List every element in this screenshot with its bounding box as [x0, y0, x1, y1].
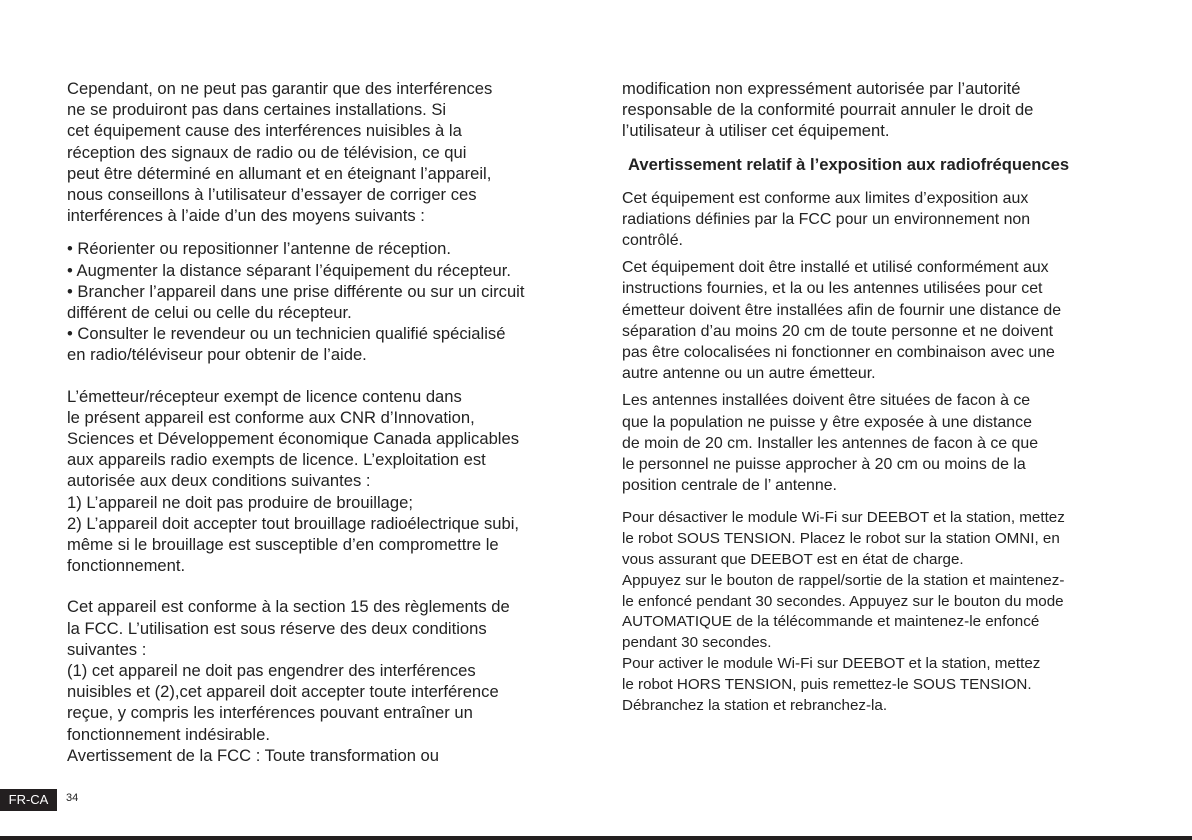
- list-item: • Brancher l’appareil dans une prise différente ou sur un circuit: [67, 281, 525, 301]
- list-item: • Consulter le revendeur ou un technicien qualifié spécialisé: [67, 324, 506, 344]
- list-item: différent de celui ou celle du récepteur.: [67, 303, 352, 323]
- left-paragraph-3: Cet appareil est conforme à la section 15 des règlements de la FCC. L’utilisation est sous réserve des deux conditions suivantes : (1) cet appareil ne doit pas engendrer des interférences nuisibles et (2),cet appareil doit accepter toute interférence reçue, y compris les interférences pouvant entraîner un fonctionnement indésirable. Avertissement de la FCC : Toute transformation ou: [67, 597, 510, 765]
- language-badge: FR-CA: [0, 789, 57, 811]
- left-paragraph-1: Cependant, on ne peut pas garantir que des interférences ne se produiront pas dans certaines installations. Si cet équipement cause des interférences nuisibles à la réception des signaux de radio ou de télévision, ce qui peut être déterminé en allumant et en éteignant l’appareil, nous conseillons à l’utilisateur d’essayer de corriger ces interférences à l’aide d’un des moyens suivants :: [67, 79, 493, 226]
- right-paragraph-3: Cet équipement doit être installé et utilisé conformément aux instructions fournies, et la ou les antennes utilisées pour cet émetteur doivent être installées afin de fournir une distance de séparation d’au moins 20 cm de toute personne et ne doivent pas être colocalisées ni fonctionner en combinaison avec une autre antenne ou un autre émetteur.: [622, 259, 1062, 383]
- right-column: [622, 78, 1132, 716]
- left-paragraph-2: L’émetteur/récepteur exempt de licence contenu dans le présent appareil est conforme aux CNR d’Innovation, Sciences et Développement économique Canada applicables aux appareils radio exempts de licence. L’exploitation est autorisée aux deux conditions suivantes : 1) L’appareil ne doit pas produire de brouillage; 2) L’appareil doit accepter tout brouillage radioélectrique subi, même si le brouillage est susceptible d’en compromettre le fonctionnement.: [67, 386, 520, 576]
- right-paragraph-5: Pour désactiver le module Wi-Fi sur DEEBOT et la station, mettez le robot SOUS TENSION. Placez le robot sur la station OMNI, en vous assurant que DEEBOT est en état de charge. Appuyez sur le bouton de rappel/sortie de la station et maintenez- le enfoncé pendant 30 secondes. Appuyez sur le bouton du mode AUTOMATIQUE de la télécommande et maintenez-le enfoncé pendant 30 secondes. Pour activer le module Wi-Fi sur DEEBOT et la station, mettez le robot HORS TENSION, puis remettez-le SOUS TENSION. Débranchez la station et rebranchez-la.: [622, 509, 1065, 714]
- bottom-rule: [0, 836, 1192, 840]
- left-column: [67, 78, 577, 766]
- list-item: • Réorienter ou repositionner l’antenne de réception.: [67, 239, 452, 259]
- list-item: en radio/téléviseur pour obtenir de l’aide.: [67, 345, 367, 365]
- right-paragraph-1: modification non expressément autorisée par l’autorité responsable de la conformité pourrait annuler le droit de l’utilisateur à utiliser cet équipement.: [622, 79, 1034, 141]
- right-paragraph-4: Les antennes installées doivent être situées de facon à ce que la population ne puisse y être exposée à une distance de moin de 20 cm. Installer les antennes de facon à ce que le personnel ne puisse approcher à 20 cm ou moins de la position centrale de l’ antenne.: [622, 392, 1039, 495]
- right-paragraph-2: Cet équipement est conforme aux limites d’exposition aux radiations définies par la FCC pour un environnement non contrôlé.: [622, 189, 1031, 250]
- page-number: 34: [66, 792, 79, 804]
- left-bullet-list: [67, 238, 577, 365]
- section-heading: Avertissement relatif à l’exposition aux radiofréquences: [628, 154, 1070, 174]
- list-item: • Augmenter la distance séparant l’équipement du récepteur.: [67, 260, 511, 280]
